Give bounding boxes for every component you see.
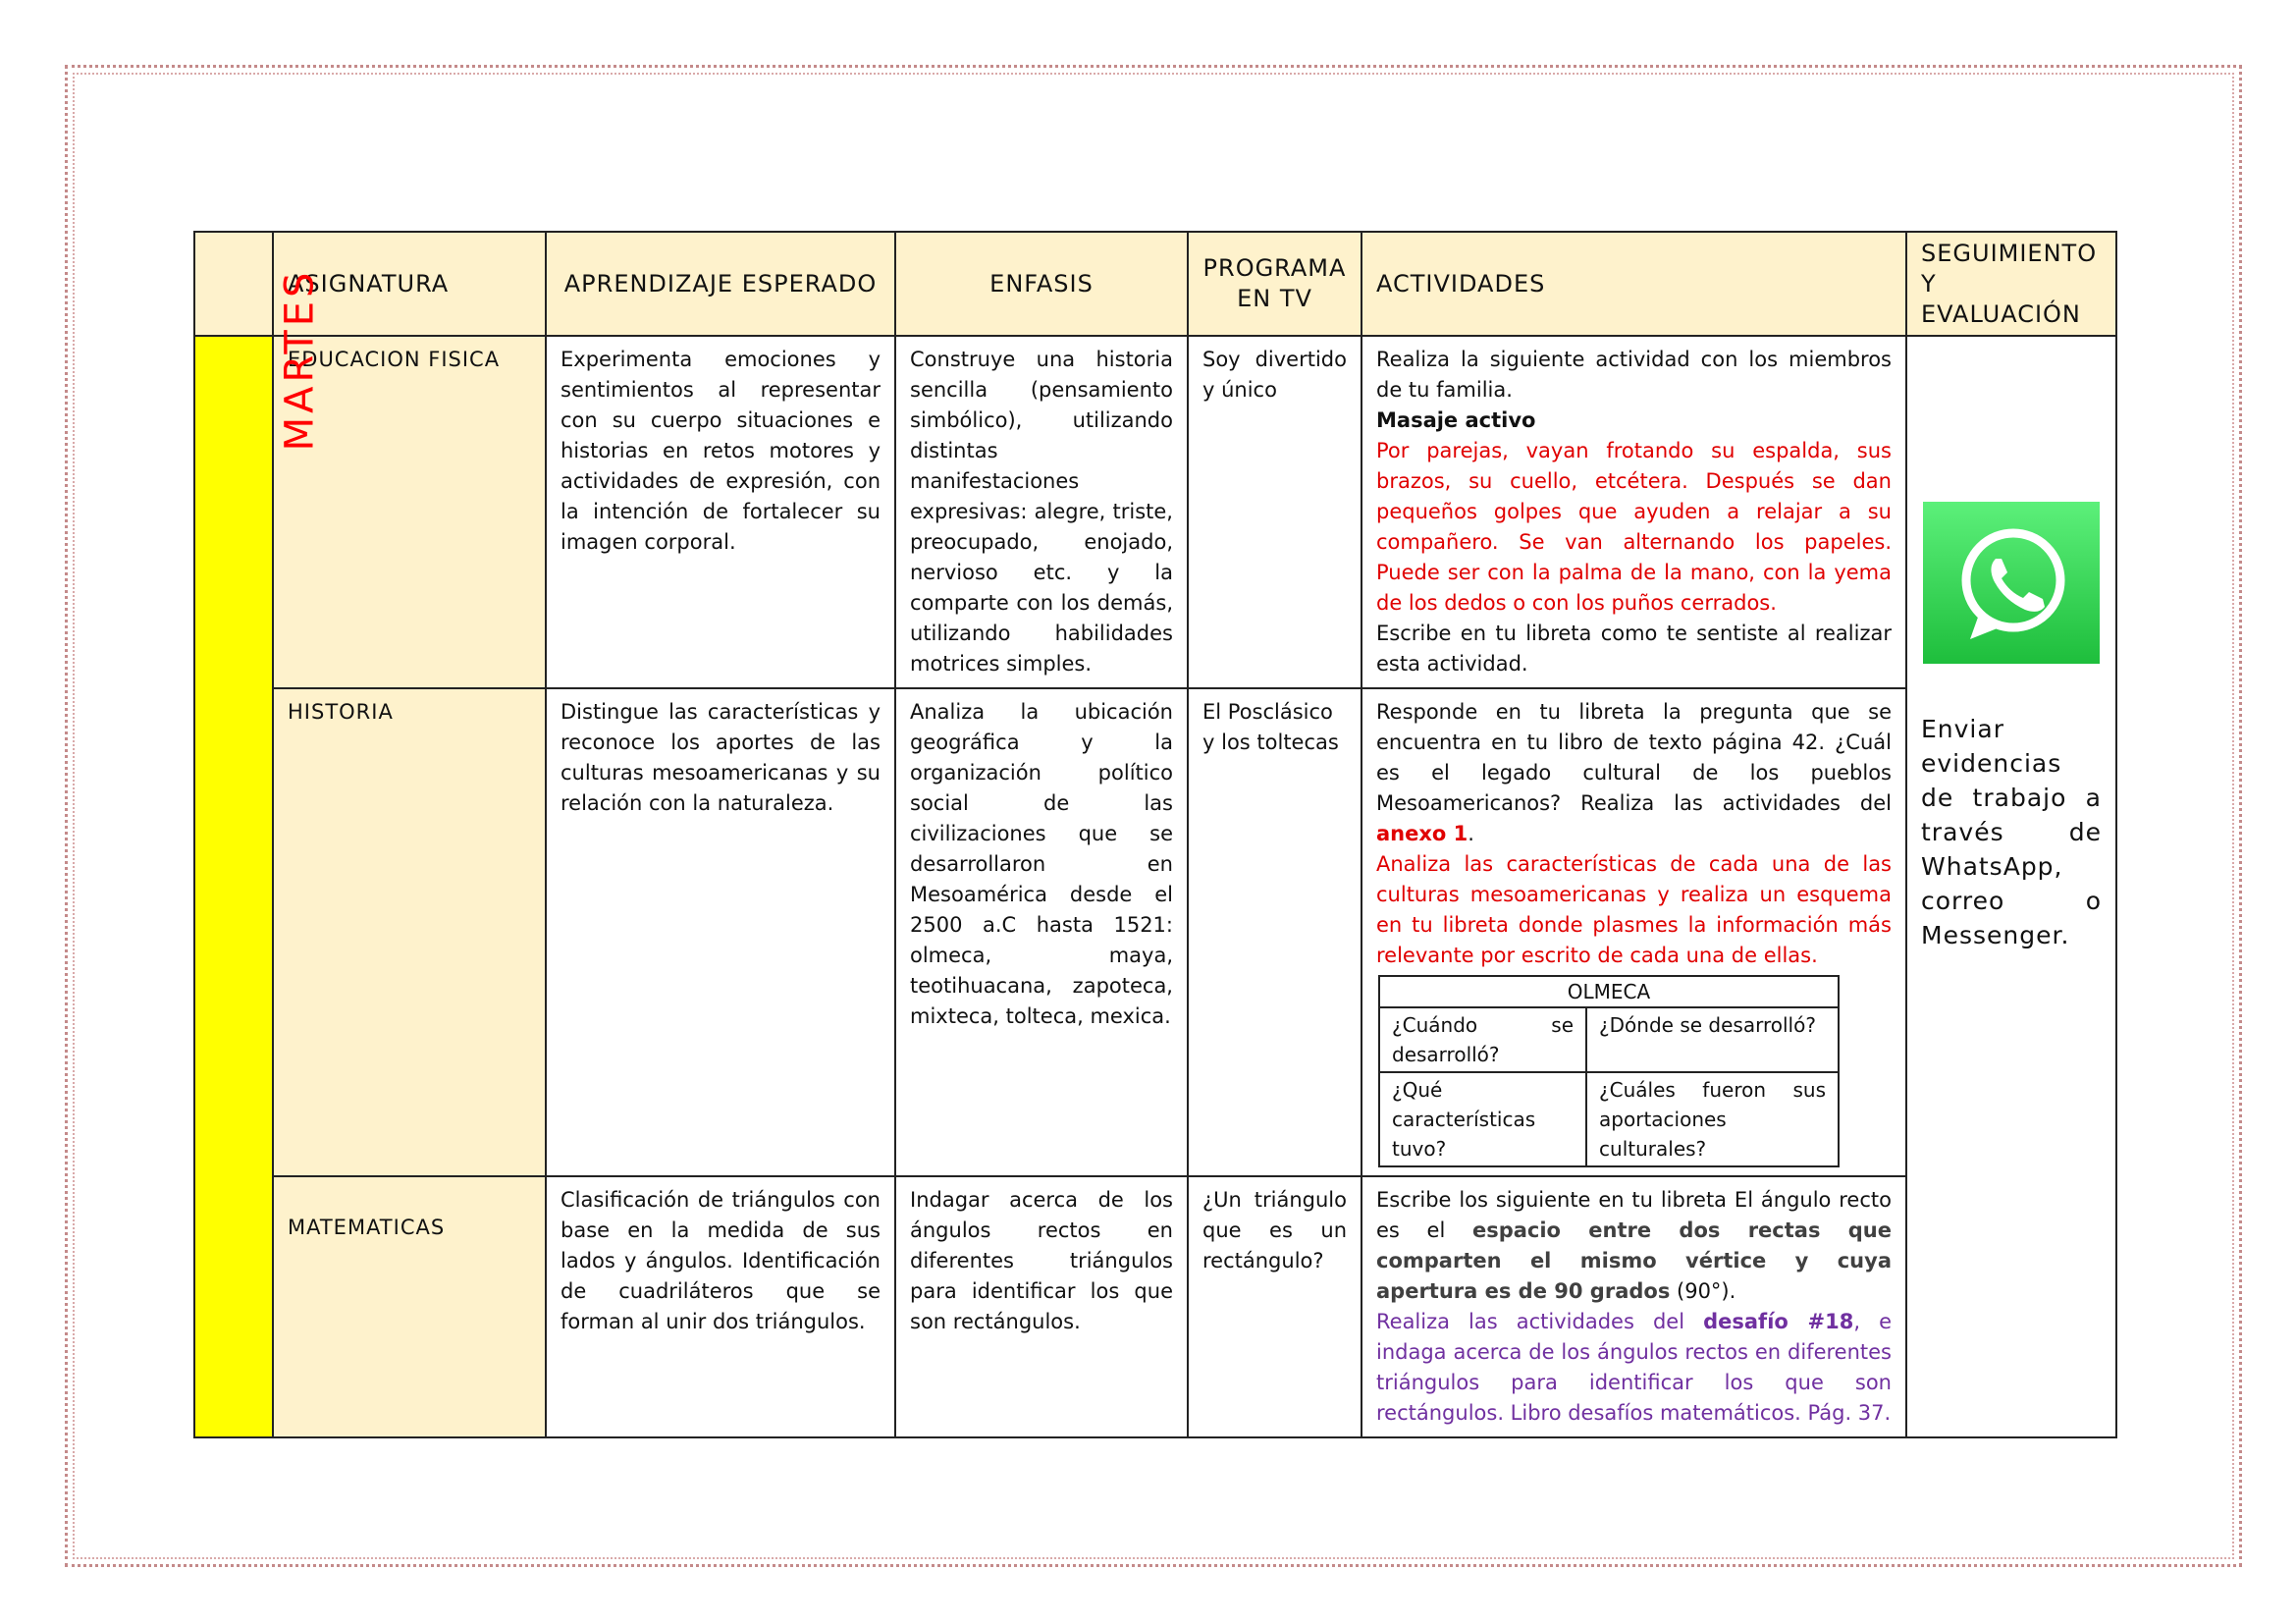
act-definition-start: El ángulo recto es el	[1376, 1188, 1892, 1242]
olmeca-q-aportaciones: ¿Cuáles fueron sus aportaciones culturales?	[1586, 1072, 1839, 1166]
act-desafio-link: desafío #18	[1703, 1310, 1854, 1333]
enfasis-historia: Analiza la ubicación geográfica y la organización político social de las civilizaciones que se desarrollaron en Mesoamérica desde el 2500 a.C hasta 1521: olmeca, maya, teotihuacana, zapoteca, mixteca, tolteca, mexica.	[895, 688, 1188, 1176]
act-desafio-start: Realiza las actividades del	[1376, 1310, 1685, 1333]
act-dot: .	[1468, 822, 1474, 845]
olmeca-q-caracteristicas: ¿Qué características tuvo?	[1379, 1072, 1586, 1166]
whatsapp-icon	[1923, 502, 2100, 664]
act-instructions: Por parejas, vayan frotando su espalda, sus brazos, su cuello, etcétera. Después se dan pequeños golpes que ayuden a relajar a su compañero. Se van alternando los papeles. Puede ser con la palma de la mano, con la yema de los dedos o con los puños cerrados.	[1376, 439, 1892, 615]
olmeca-title: OLMECA	[1379, 976, 1839, 1007]
header-seguimiento: SEGUIMIENTO Y EVALUACIÓN	[1906, 232, 2116, 336]
day-label: MARTES	[277, 268, 323, 452]
header-enfasis: ENFASIS	[895, 232, 1188, 336]
actividades-matematicas	[1362, 1176, 1906, 1437]
olmeca-table	[1378, 975, 1840, 1167]
act-analysis: Analiza las características de cada una de las culturas mesoamericanas y realiza un esquema en tu libreta donde plasmes la información más relevante por escrito de cada una de ellas.	[1376, 852, 1892, 967]
olmeca-q-cuando: ¿Cuándo se desarrolló?	[1379, 1007, 1586, 1072]
act-desafio-end: , e indaga acerca de los ángulos rectos en diferentes triángulos para identificar los que son rectángulos. Libro desafíos matemáticos. Pág. 37.	[1376, 1310, 1892, 1425]
aprendizaje-historia: Distingue las características y reconoce los aportes de las culturas mesoamericanas y su relación con la naturaleza.	[546, 688, 895, 1176]
enfasis-matematicas: Indagar acerca de los ángulos rectos en diferentes triángulos para identificar los que son rectángulos.	[895, 1176, 1188, 1437]
programa-educacion-fisica: Soy divertido y único	[1188, 336, 1362, 688]
act-anexo: anexo 1	[1376, 822, 1468, 845]
actividades-historia	[1362, 688, 1906, 1176]
header-empty	[194, 232, 273, 336]
act-definition-end: (90°).	[1677, 1279, 1736, 1303]
act-definition-bold: espacio entre dos rectas que comparten el mismo vértice y cuya apertura es de 90 grados	[1376, 1218, 1892, 1303]
day-cell	[194, 268, 323, 1437]
act-closing: Escribe en tu libreta como te sentiste al realizar esta actividad.	[1376, 622, 1892, 676]
subject-matematicas: MATEMATICAS	[273, 1176, 546, 1437]
act-intro: Realiza la siguiente actividad con los miembros de tu familia.	[1376, 348, 1892, 402]
programa-matematicas: ¿Un triángulo que es un rectángulo?	[1188, 1176, 1362, 1437]
actividades-educacion-fisica	[1362, 336, 1906, 688]
header-aprendizaje: APRENDIZAJE ESPERADO	[546, 232, 895, 336]
header-programa: PROGRAMA EN TV	[1188, 232, 1362, 336]
act-question: Responde en tu libreta la pregunta que se encuentra en tu libro de texto página 42. ¿Cuál es el legado cultural de los pueblos Mesoamericanos? Realiza las actividades del	[1376, 700, 1892, 815]
lesson-plan-table	[193, 231, 2117, 1438]
header-actividades: ACTIVIDADES	[1362, 232, 1906, 336]
aprendizaje-educacion-fisica: Experimenta emociones y sentimientos al representar con su cuerpo situaciones e historias en retos motores y actividades de expresión, con la intención de fortalecer su imagen corporal.	[546, 336, 895, 688]
act-write: Escribe los siguiente en tu libreta	[1376, 1188, 1728, 1212]
header-asignatura: ASIGNATURA	[273, 232, 546, 336]
programa-historia: El Posclásico y los toltecas	[1188, 688, 1362, 1176]
subject-educacion-fisica: EDUCACION FISICA	[273, 336, 546, 688]
aprendizaje-matematicas: Clasificación de triángulos con base en la medida de sus lados y ángulos. Identificación de cuadriláteros que se forman al unir dos triángulos.	[546, 1176, 895, 1437]
olmeca-q-donde: ¿Dónde se desarrolló?	[1586, 1007, 1839, 1072]
act-title: Masaje activo	[1376, 408, 1536, 432]
enfasis-educacion-fisica: Construye una historia sencilla (pensamiento simbólico), utilizando distintas manifestaciones expresivas: alegre, triste, preocupado, enojado, nervioso etc. y la comparte con los demás, utilizando habilidades motrices simples.	[895, 336, 1188, 688]
seguimiento-cell	[1906, 336, 2116, 1437]
subject-historia: HISTORIA	[273, 688, 546, 1176]
seguimiento-text: Enviar evidencias de trabajo a través de WhatsApp, correo o Messenger.	[1921, 715, 2102, 949]
